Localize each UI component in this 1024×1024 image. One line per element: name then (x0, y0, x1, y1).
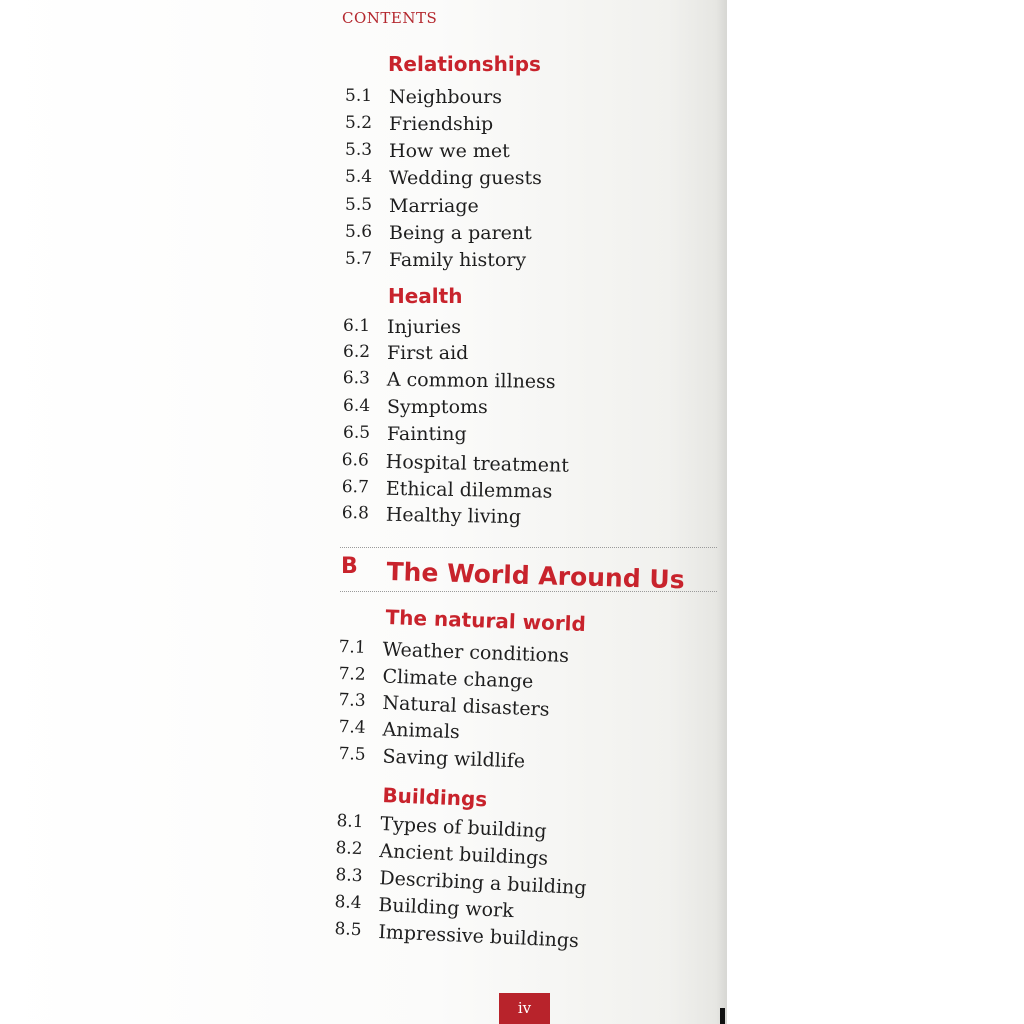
entry-number: 6.5 (343, 423, 371, 443)
group-heading-relationships: Relationships (388, 52, 541, 76)
entry-title: Ancient buildings (378, 839, 549, 870)
entry-title: Weather conditions (382, 638, 570, 668)
section-rule-bottom (340, 591, 717, 592)
entry-title: Symptoms (387, 396, 488, 418)
entry-number: 5.2 (345, 113, 373, 133)
entry-number: 6.7 (341, 477, 370, 498)
entry-number: 7.4 (338, 717, 367, 738)
entry-number: 8.2 (335, 838, 364, 860)
entry-number: 7.3 (338, 690, 367, 712)
entry-title: Climate change (382, 665, 534, 693)
entry-title: Impressive buildings (377, 920, 580, 953)
group-heading-buildings: Buildings (381, 783, 488, 812)
entry-title: Saving wildlife (382, 745, 526, 773)
entry-number: 5.7 (345, 249, 373, 269)
entry-title: Ethical dilemmas (385, 477, 553, 503)
entry-title: Healthy living (385, 503, 522, 529)
entry-number: 8.5 (334, 919, 363, 941)
entry-number: 5.6 (345, 222, 373, 242)
entry-number: 6.2 (343, 342, 371, 362)
entry-title: Describing a building (378, 867, 587, 900)
entry-number: 7.2 (338, 664, 367, 685)
entry-title: Wedding guests (389, 167, 542, 189)
entry-title: Friendship (389, 113, 494, 135)
page-number-badge: iv (499, 993, 550, 1024)
entry-title: Marriage (389, 195, 479, 217)
entry-title: First aid (387, 342, 469, 364)
section-letter: B (341, 554, 358, 579)
entry-number: 7.1 (338, 637, 367, 658)
entry-number: 8.3 (335, 865, 364, 887)
entry-title: How we met (389, 140, 510, 162)
entry-number: 6.1 (343, 316, 371, 336)
entry-number: 7.5 (338, 744, 367, 765)
spine-mark (720, 1008, 725, 1024)
entry-title: Hospital treatment (385, 450, 570, 477)
entry-number: 8.4 (334, 892, 363, 914)
entry-title: Injuries (387, 316, 462, 338)
entry-title: A common illness (386, 368, 556, 393)
section-title: The World Around Us (386, 557, 685, 595)
entry-number: 6.8 (341, 503, 370, 524)
entry-title: Building work (377, 893, 515, 923)
entry-title: Being a parent (389, 222, 532, 244)
entry-number: 8.1 (336, 811, 365, 833)
entry-number: 6.4 (343, 396, 371, 416)
entry-number: 5.4 (345, 167, 373, 187)
entry-title: Neighbours (389, 86, 503, 108)
entry-title: Natural disasters (382, 691, 550, 721)
entry-number: 6.6 (341, 450, 370, 471)
contents-header: CONTENTS (342, 9, 438, 27)
entry-number: 5.5 (345, 195, 373, 215)
section-rule-top (340, 547, 717, 548)
entry-title: Fainting (387, 423, 467, 445)
entry-title: Family history (389, 249, 527, 271)
entry-title: Animals (382, 718, 461, 744)
entry-number: 5.3 (345, 140, 373, 160)
group-heading-natural-world: The natural world (385, 605, 587, 636)
entry-number: 5.1 (345, 86, 373, 106)
entry-number: 6.3 (342, 368, 371, 389)
entry-title: Types of building (379, 812, 548, 843)
page-edge-shadow (716, 0, 727, 1024)
group-heading-health: Health (388, 284, 463, 308)
